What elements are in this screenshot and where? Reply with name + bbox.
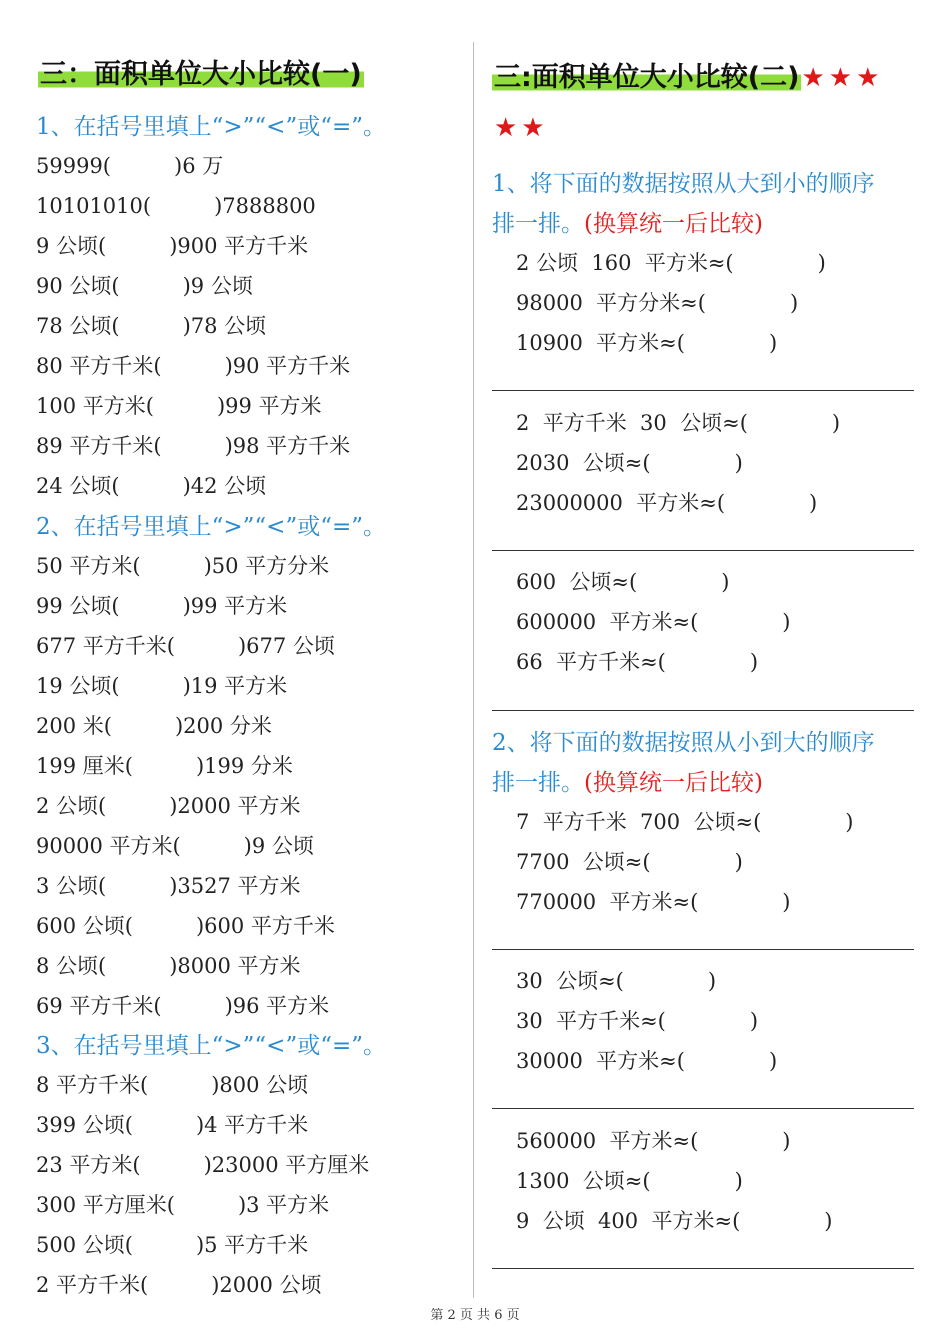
list-item: 399 公顷( )4 平方千米 bbox=[36, 1113, 309, 1137]
star-icon: ★★ bbox=[494, 113, 549, 143]
left-q3-heading: 3、在括号里填上“>”“<”或“=”。 bbox=[36, 1033, 386, 1059]
right-q1-note: (换算统一后比较) bbox=[584, 211, 763, 237]
list-item: 300 平方厘米( )3 平方米 bbox=[36, 1193, 330, 1217]
list-item: 19 公顷( )19 平方米 bbox=[36, 674, 288, 698]
list-item: 50 平方米( )50 平方分米 bbox=[36, 554, 330, 578]
divider-line bbox=[492, 710, 914, 711]
right-q2-note: (换算统一后比较) bbox=[584, 770, 763, 796]
list-item: 2 公顷 160 平方米≈( ) bbox=[516, 251, 826, 275]
star-icon: ★★★ bbox=[801, 63, 884, 93]
list-item: 24 公顷( )42 公顷 bbox=[36, 474, 267, 498]
column-divider bbox=[473, 42, 474, 1298]
list-item: 200 米( )200 分米 bbox=[36, 714, 272, 738]
list-item: 199 厘米( )199 分米 bbox=[36, 754, 293, 778]
list-item: 1300 公顷≈( ) bbox=[516, 1169, 743, 1193]
list-item: 600 公顷≈( ) bbox=[516, 570, 730, 594]
list-item: 99 公顷( )99 平方米 bbox=[36, 594, 288, 618]
list-item: 2 平方千米( )2000 公顷 bbox=[36, 1273, 322, 1297]
divider-line bbox=[492, 1268, 914, 1269]
left-title: 三：面积单位大小比较(一) bbox=[40, 59, 362, 90]
list-item: 78 公顷( )78 公顷 bbox=[36, 314, 267, 338]
list-item: 10900 平方米≈( ) bbox=[516, 331, 778, 355]
list-item: 600000 平方米≈( ) bbox=[516, 610, 791, 634]
right-title: 三:面积单位大小比较(二)★★★ bbox=[494, 62, 884, 93]
list-item: 30 平方千米≈( ) bbox=[516, 1009, 759, 1033]
list-item: 23000000 平方米≈( ) bbox=[516, 491, 818, 515]
right-q2-heading-line1: 2、将下面的数据按照从小到大的顺序 bbox=[492, 730, 875, 756]
left-q1-heading: 1、在括号里填上“>”“<”或“=”。 bbox=[36, 114, 386, 140]
list-item: 7700 公顷≈( ) bbox=[516, 850, 743, 874]
list-item: 600 公顷( )600 平方千米 bbox=[36, 914, 335, 938]
divider-line bbox=[492, 550, 914, 551]
list-item: 23 平方米( )23000 平方厘米 bbox=[36, 1153, 370, 1177]
list-item: 2 平方千米 30 公顷≈( ) bbox=[516, 411, 841, 435]
list-item: 9 公顷( )900 平方千米 bbox=[36, 234, 309, 258]
list-item: 9 公顷 400 平方米≈( ) bbox=[516, 1209, 833, 1233]
list-item: 90000 平方米( )9 公顷 bbox=[36, 834, 314, 858]
list-item: 560000 平方米≈( ) bbox=[516, 1129, 791, 1153]
list-item: 89 平方千米( )98 平方千米 bbox=[36, 434, 351, 458]
list-item: 66 平方千米≈( ) bbox=[516, 650, 759, 674]
list-item: 10101010( )7888800 bbox=[36, 194, 316, 218]
list-item: 90 公顷( )9 公顷 bbox=[36, 274, 253, 298]
divider-line bbox=[492, 390, 914, 391]
list-item: 30 公顷≈( ) bbox=[516, 969, 717, 993]
page-footer: 第 2 页 共 6 页 bbox=[430, 1308, 520, 1323]
right-q2-heading-line2: 排一排。(换算统一后比较) bbox=[492, 770, 763, 796]
list-item: 100 平方米( )99 平方米 bbox=[36, 394, 322, 418]
list-item: 2 公顷( )2000 平方米 bbox=[36, 794, 301, 818]
divider-line bbox=[492, 1108, 914, 1109]
list-item: 770000 平方米≈( ) bbox=[516, 890, 791, 914]
list-item: 30000 平方米≈( ) bbox=[516, 1049, 778, 1073]
list-item: 500 公顷( )5 平方千米 bbox=[36, 1233, 309, 1257]
list-item: 2030 公顷≈( ) bbox=[516, 451, 743, 475]
left-q2-heading: 2、在括号里填上“>”“<”或“=”。 bbox=[36, 514, 386, 540]
right-q1-heading-line1: 1、将下面的数据按照从大到小的顺序 bbox=[492, 171, 875, 197]
list-item: 98000 平方分米≈( ) bbox=[516, 291, 799, 315]
list-item: 80 平方千米( )90 平方千米 bbox=[36, 354, 351, 378]
list-item: 8 平方千米( )800 公顷 bbox=[36, 1073, 309, 1097]
list-item: 8 公顷( )8000 平方米 bbox=[36, 954, 301, 978]
right-title-stars bbox=[494, 112, 549, 143]
right-q1-heading-line2: 排一排。(换算统一后比较) bbox=[492, 211, 763, 237]
list-item: 677 平方千米( )677 公顷 bbox=[36, 634, 335, 658]
list-item: 69 平方千米( )96 平方米 bbox=[36, 994, 330, 1018]
list-item: 3 公顷( )3527 平方米 bbox=[36, 874, 301, 898]
list-item: 7 平方千米 700 公顷≈( ) bbox=[516, 810, 854, 834]
list-item: 59999( )6 万 bbox=[36, 154, 224, 178]
divider-line bbox=[492, 949, 914, 950]
